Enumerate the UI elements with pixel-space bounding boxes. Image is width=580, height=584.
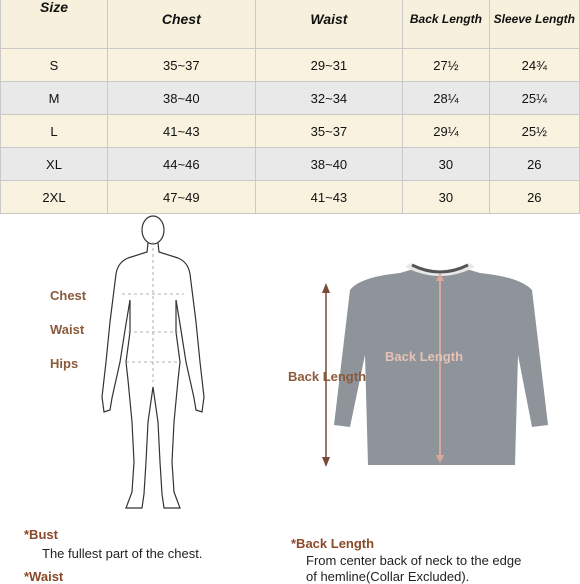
back-length-center-label: Back Length (385, 349, 464, 364)
cell-sleeve: 25½ (489, 115, 579, 148)
cell-chest: 41~43 (108, 115, 256, 148)
cell-waist: 29~31 (255, 49, 403, 82)
cell-sleeve: 26 (489, 181, 579, 214)
body-label-hips: Hips (50, 356, 79, 371)
cell-chest: 38~40 (108, 82, 256, 115)
cell-waist: 35~37 (255, 115, 403, 148)
table-row (1, 181, 580, 214)
cell-back: 30 (403, 181, 489, 214)
cell-waist: 38~40 (255, 148, 403, 181)
cell-chest: 44~46 (108, 148, 256, 181)
table-row (1, 148, 580, 181)
header-size: Size (1, 0, 108, 49)
cell-chest: 47~49 (108, 181, 256, 214)
cell-chest: 35~37 (108, 49, 256, 82)
body-outline-figure (90, 212, 220, 512)
cell-waist: 32~34 (255, 82, 403, 115)
table-row (1, 49, 580, 82)
note-back-title: *Back Length (291, 536, 375, 551)
header-chest: Chest (108, 0, 256, 49)
note-back-body-2: of hemline(Collar Excluded). (306, 569, 470, 584)
back-length-side-label: Back Length (288, 369, 367, 384)
size-chart-table (0, 0, 580, 214)
cell-size: XL (1, 148, 108, 181)
cell-size: M (1, 82, 108, 115)
cell-waist: 41~43 (255, 181, 403, 214)
cell-size: 2XL (1, 181, 108, 214)
cell-size: S (1, 49, 108, 82)
table-row (1, 115, 580, 148)
note-bust-title: *Bust (24, 527, 58, 542)
cell-back: 30 (403, 148, 489, 181)
cell-back: 29¼ (403, 115, 489, 148)
body-label-waist: Waist (50, 322, 85, 337)
cell-size: L (1, 115, 108, 148)
note-waist-title: *Waist (24, 569, 64, 584)
cell-sleeve: 24¾ (489, 49, 579, 82)
table-header-row (1, 0, 580, 49)
body-label-chest: Chest (50, 288, 87, 303)
header-back-length: Back Length (403, 0, 489, 49)
cell-sleeve: 25¼ (489, 82, 579, 115)
header-waist: Waist (255, 0, 403, 49)
cell-back: 28¼ (403, 82, 489, 115)
header-sleeve-length: Sleeve Length (489, 0, 579, 49)
table-row (1, 82, 580, 115)
note-back-body-1: From center back of neck to the edge (306, 553, 522, 568)
cell-back: 27½ (403, 49, 489, 82)
cell-sleeve: 26 (489, 148, 579, 181)
note-bust-body: The fullest part of the chest. (42, 546, 203, 561)
